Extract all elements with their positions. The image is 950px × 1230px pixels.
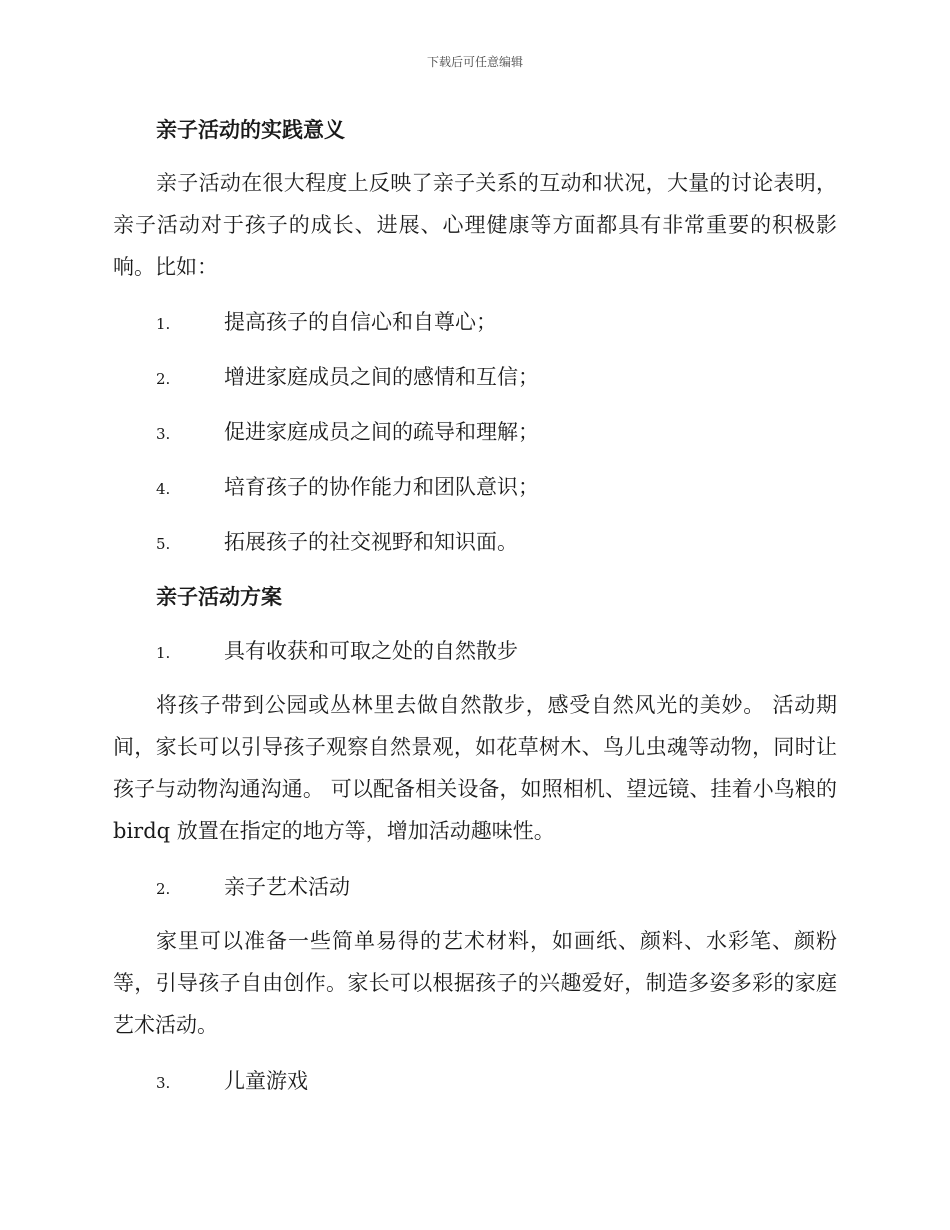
intro-paragraph: 亲子活动在很大程度上反映了亲子关系的互动和状况，大量的讨论表明，亲子活动对于孩子的成长、进展、心理健康等方面都具有非常重要的积极影响。比如： [113, 171, 837, 279]
plan-title [156, 1066, 308, 1098]
list-number: 1. [156, 315, 171, 333]
list-number: 5. [156, 535, 171, 553]
list-item [156, 362, 539, 394]
list-item [156, 527, 518, 559]
list-number: 2. [156, 370, 171, 388]
list-number: 3. [156, 425, 171, 443]
list-item [156, 472, 539, 504]
list-item [156, 307, 497, 339]
plan-title [156, 636, 518, 668]
plan-title-text: 亲子艺术活动 [224, 875, 350, 899]
plan-title [156, 872, 350, 904]
list-text: 培育孩子的协作能力和团队意识； [224, 475, 539, 499]
plan-number: 3. [156, 1074, 171, 1092]
list-text: 提高孩子的自信心和自尊心； [224, 310, 497, 334]
section-heading-significance: 亲子活动的实践意义 [156, 117, 345, 142]
plan-number: 1. [156, 644, 171, 662]
plan-body: 家里可以准备一些简单易得的艺术材料，如画纸、颜料、水彩笔、颜粉等，引导孩子自由创作。家长可以根据孩子的兴趣爱好，制造多姿多彩的家庭艺术活动。 [113, 929, 837, 1037]
plan-title-text: 具有收获和可取之处的自然散步 [224, 639, 518, 663]
list-item [156, 417, 539, 449]
list-text: 拓展孩子的社交视野和知识面。 [224, 530, 518, 554]
list-text: 增进家庭成员之间的感情和互信； [224, 365, 539, 389]
plan-number: 2. [156, 880, 171, 898]
section-heading-plans: 亲子活动方案 [156, 584, 282, 609]
list-number: 4. [156, 480, 171, 498]
list-text: 促进家庭成员之间的疏导和理解； [224, 420, 539, 444]
plan-body: 将孩子带到公园或丛林里去做自然散步，感受自然风光的美妙。 活动期间，家长可以引导孩子观察自然景观，如花草树木、鸟儿虫魂等动物，同时让孩子与动物沟通沟通。 可以配备相关设备，如照相机、望远镜、挂着小鸟粮的 birdq 放置在指定的地方等，增加活动趣味性。 [113, 693, 837, 843]
plan-title-text: 儿童游戏 [224, 1069, 308, 1093]
page-header: 下载后可任意编辑 [426, 55, 523, 69]
